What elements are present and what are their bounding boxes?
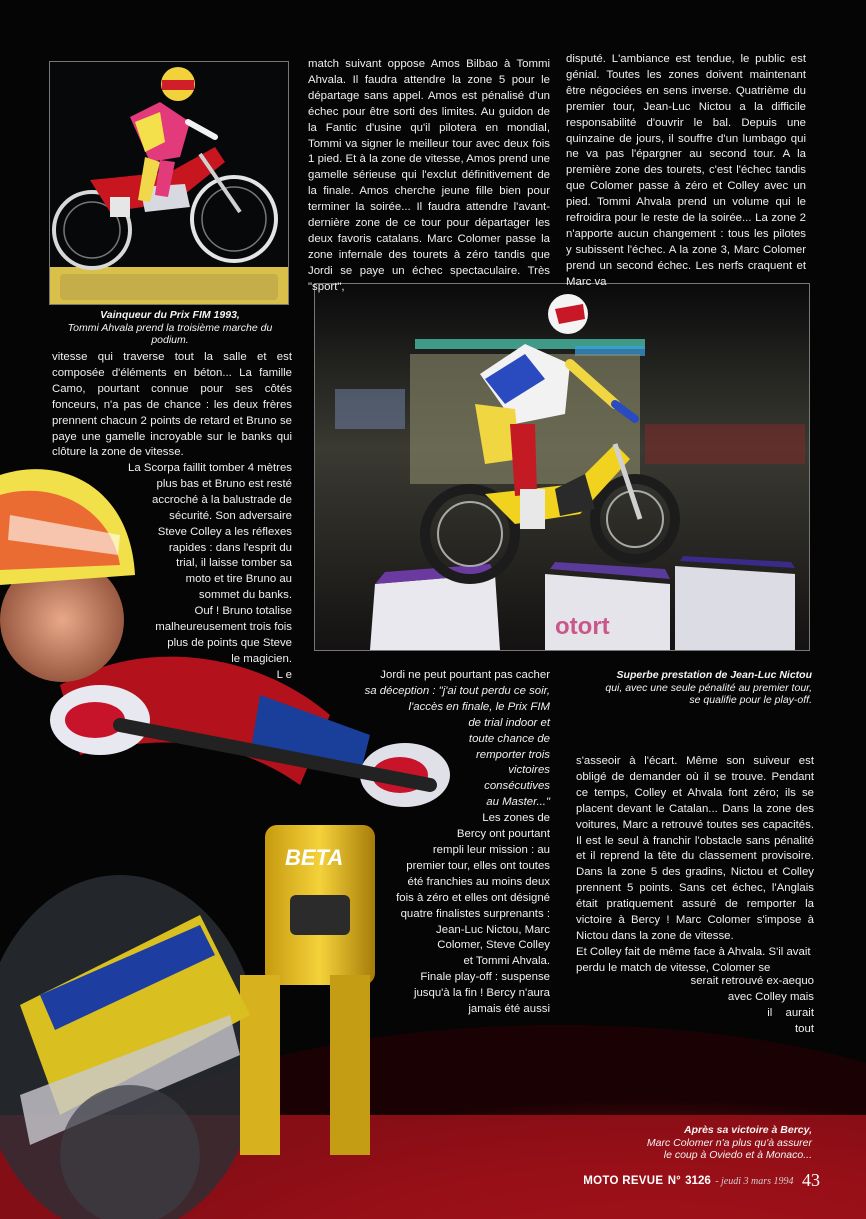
column-1-wrap-line: accroché à la balustrade de: [152, 493, 292, 506]
column-2-bottom-line: Finale play-off : suspense: [420, 971, 550, 984]
caption-colomer-line1: Marc Colomer n'a plus qu'à assurer: [646, 1136, 812, 1149]
caption-ahvala-title: Vainqueur du Prix FIM 1993,: [100, 309, 240, 321]
column-2-bottom-line: Bercy ont pourtant: [456, 828, 550, 841]
column-1-wrap-line: sécurité. Son adversaire: [169, 509, 292, 522]
column-2-bottom-line: quatre finalistes surprenants :: [400, 907, 550, 920]
caption-nictou: [560, 669, 812, 707]
column-2-bottom-line: Colomer, Steve Colley: [437, 939, 550, 952]
column-1-wrap-line: rapides : dans l'esprit du: [168, 541, 292, 554]
column-2-top-text: match suivant oppose Amos Bilbao à Tommi Ahvala. Il faudra attendre la zone 5 pour le départage sans appel. Amos est pénalisé d'un échec pour être sorti des limites. Au guidon de la Fantic d'usine qu'il pilotera en mondial, Tommi va signer le meilleur tour avec deux fois 1 pied. Et à la zone de vitesse, Amos prend une gamelle sérieuse qui l'exclut définitivement de la finale. Amos cherche jeune fille bien pour terminer la soirée... Il faudra attendre l'avant-dernière zone de ce tour pour départager les deux favoris catalans. Marc Colomer passe la zone infernale des tourets à zéro tandis que Jordi se paye un échec spectaculaire. Très "sport",: [308, 58, 550, 293]
column-1-body-text: vitesse qui traverse tout la salle et est composée d'éléments en béton... La famille Camo, pourtant connue pour ses côtés fonceurs, n'a pas de chance : les deux frères prennent chacun 2 points de retard et Bruno se paye une gamelle incroyable sur le banks qui clôture la zone de vitesse.: [52, 351, 292, 459]
svg-text:otort: otort: [555, 613, 610, 640]
column-3-tail-line: serait retrouvé ex-aequo: [690, 975, 814, 987]
column-2-bottom-line: Les zones de: [482, 812, 550, 825]
column-1-body: [52, 350, 292, 461]
caption-colomer-title: Après sa victoire à Bercy,: [683, 1124, 812, 1136]
column-3-tail-line: tout: [795, 1022, 814, 1035]
issue-number: 3126: [685, 1175, 711, 1187]
column-3-tail-lead: Et Colley fait de même face à Ahvala. S'il avait perdu le match de vitesse, Colomer se: [576, 945, 811, 974]
caption-colomer: [560, 1124, 812, 1162]
column-2-bottom-line: rempli leur mission : au: [432, 843, 550, 856]
column-2-bottom-line: l'accès en finale, le Prix FIM: [408, 700, 550, 713]
column-2-bottom-line: de trial indoor et: [468, 716, 550, 729]
column-2-bottom-line: toute chance de: [468, 732, 550, 745]
column-1-wrap-line: sommet du banks.: [198, 589, 292, 602]
column-2-bottom-line: jusqu'à la fin ! Bercy n'aura: [413, 987, 550, 1000]
column-2-bottom-line: premier tour, elles ont toutes: [406, 859, 550, 872]
page-number: 43: [802, 1170, 820, 1190]
column-2-top: [308, 57, 550, 296]
column-2-bottom-line: au Master...": [486, 796, 550, 809]
photo-ahvala: [50, 62, 288, 304]
column-3-tail-line: il aurait: [767, 1006, 814, 1019]
column-2-bottom-line: remporter trois: [475, 748, 550, 761]
column-3-tail-line: avec Colley mais: [727, 990, 814, 1003]
column-2-bottom-line: consécutives: [484, 780, 550, 793]
column-1-wrap-line: malheureusement trois fois: [155, 621, 292, 634]
column-1-wrap: [80, 461, 292, 684]
column-1-wrap-line: L e: [276, 668, 292, 681]
column-3-bottom: [576, 754, 814, 977]
svg-text:BETA: BETA: [285, 845, 344, 870]
column-3-bottom-text: s'asseoir à l'écart. Même son suiveur est obligé de demander où il se trouve. Pendant ce temps, Colley et Ahvala font zéro; ils se placent devant le Catalan... Dans la zone des voitures, Marc a retrouvé toutes ses capacités. Il est le seul à franchir l'obstacle sans pénalité et il reprend la tête du classement provisoire. Dans la zone 5 des gradins, Nictou et Colley prennent 5 points. Sans cet échec, l'Anglais était pratiquement assuré de remporter la victoire à Bercy ! Marc Colomer s'impose à Nictou dans la zone de vitesse.: [576, 755, 814, 942]
column-1-wrap-line: moto et tire Bruno au: [185, 573, 292, 586]
issue-date: - jeudi 3 mars 1994: [715, 1176, 794, 1187]
column-2-bottom: [300, 668, 550, 1018]
magazine-name: MOTO REVUE: [583, 1175, 664, 1187]
photo-nictou: [315, 284, 809, 650]
column-2-bottom-line: victoires: [508, 764, 550, 777]
caption-colomer-line2: le coup à Oviedo et à Monaco...: [663, 1149, 812, 1161]
column-2-bottom-line: Jordi ne peut pourtant pas cacher: [380, 669, 550, 681]
column-3-tail: [600, 974, 814, 1038]
caption-nictou-line1: qui, avec une seule pénalité au premier tour,: [605, 681, 812, 694]
column-2-bottom-line: jamais été aussi: [468, 1003, 550, 1016]
column-1-wrap-line: Ouf ! Bruno totalise: [194, 605, 292, 618]
column-2-bottom-line: sa déception : "j'ai tout perdu ce soir,: [364, 684, 550, 697]
column-1-wrap-line: le magicien.: [231, 652, 292, 665]
caption-ahvala: [50, 309, 290, 347]
column-2-bottom-line: Jean-Luc Nictou, Marc: [436, 923, 550, 936]
column-2-bottom-line: fois à zéro et elles ont désigné: [396, 891, 550, 904]
column-1-wrap-line: plus de points que Steve: [167, 636, 292, 649]
column-1-wrap-line: trial, il laisse tomber sa: [176, 557, 292, 570]
column-2-bottom-line: été franchies au moins deux: [407, 875, 550, 888]
column-1-wrap-line: plus bas et Bruno est resté: [156, 477, 292, 490]
column-1-wrap-line: Steve Colley a les réflexes: [157, 525, 292, 538]
column-1-wrap-line: La Scorpa faillit tomber 4 mètres: [128, 462, 292, 474]
page-footer: [560, 1170, 820, 1192]
caption-nictou-line2: se qualifie pour le play-off.: [689, 694, 812, 706]
caption-nictou-title: Superbe prestation de Jean-Luc Nictou: [616, 669, 812, 681]
caption-ahvala-body: Tommi Ahvala prend la troisième marche du podium.: [67, 321, 273, 346]
column-3-top: [566, 52, 806, 291]
column-2-bottom-line: et Tommi Ahvala.: [463, 955, 550, 968]
issue-prefix: N°: [667, 1175, 681, 1187]
column-3-top-text: disputé. L'ambiance est tendue, le public est génial. Toutes les zones doivent maintenant être négociées en sens inverse. Quatrième du premier tour, Jean-Luc Nictou a la difficile responsabilité d'ouvrir le bal. Depuis une quinzaine de jours, il souffre d'un lumbago qui ne va pas l'épargner au second tour. A la première zone des tourets, c'est l'échec tandis que Colomer passe à zéro et Colley avec un pied. Tommi Ahvala prend un volume qui le refroidira pour le reste de la soirée... La zone 2 n'apporte aucun changement : tous les pilotes y subissent l'échec. A la zone 3, Marc Colomer prend un second échec. Les nerfs craquent et Marc va: [566, 53, 806, 288]
